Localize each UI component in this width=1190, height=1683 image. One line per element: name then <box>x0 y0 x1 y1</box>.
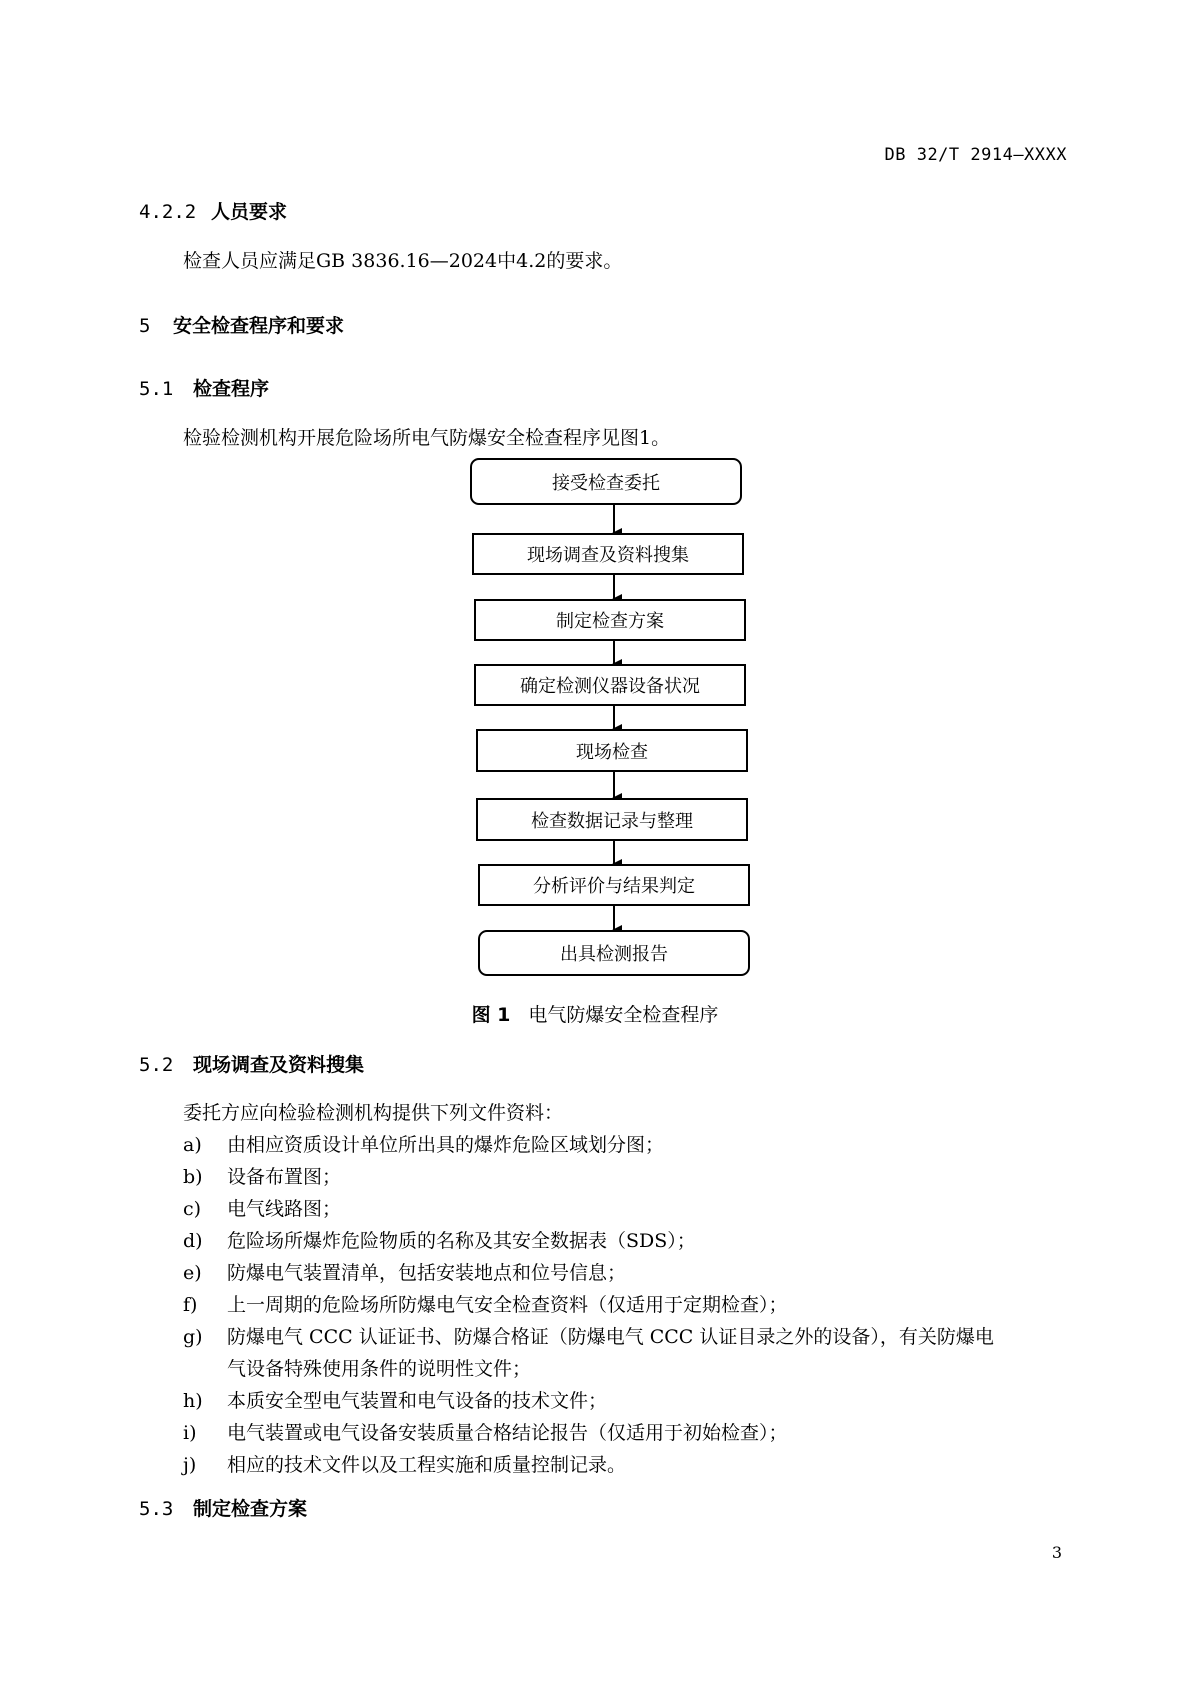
section-number: 5.3 <box>139 1498 174 1520</box>
document-id: DB 32/T 2914—XXXX <box>884 145 1067 165</box>
list-text: 防爆电气 CCC 认证证书、防爆合格证（防爆电气 CCC 认证目录之外的设备），有关防爆电 <box>227 1326 994 1348</box>
figure-title: 电气防爆安全检查程序 <box>528 1004 719 1026</box>
section-title: 检查程序 <box>193 378 270 400</box>
list-text: 危险场所爆炸危险物质的名称及其安全数据表（SDS）； <box>227 1230 696 1252</box>
list-text: 防爆电气装置清单，包括安装地点和位号信息； <box>227 1262 627 1284</box>
list-label: e) <box>183 1262 202 1284</box>
list-text: 由相应资质设计单位所出具的爆炸危险区域划分图； <box>227 1134 665 1156</box>
list-label: a) <box>183 1134 202 1156</box>
paragraph-4-2-2: 检查人员应满足GB 3836.16—2024中4.2的要求。 <box>183 250 623 272</box>
heading-5-2 <box>139 1050 364 1077</box>
list-item <box>183 1386 607 1413</box>
list-item <box>183 1450 626 1477</box>
flow-step-6: 检查数据记录与整理 <box>476 798 748 841</box>
flow-step-2: 现场调查及资料搜集 <box>472 533 744 575</box>
list-label: c) <box>183 1198 202 1220</box>
list-item <box>183 1130 664 1157</box>
section-number: 5 <box>139 315 151 337</box>
section-title: 安全检查程序和要求 <box>173 315 345 337</box>
list-item-continuation: 气设备特殊使用条件的说明性文件； <box>227 1358 532 1380</box>
list-label: h) <box>183 1390 203 1412</box>
paragraph-5-2-intro: 委托方应向检验检测机构提供下列文件资料： <box>183 1102 564 1124</box>
list-label: g) <box>183 1326 203 1348</box>
list-label: f) <box>183 1294 198 1316</box>
flow-step-1: 接受检查委托 <box>470 458 742 505</box>
list-item <box>183 1162 341 1189</box>
list-text: 相应的技术文件以及工程实施和质量控制记录。 <box>227 1454 627 1476</box>
flow-step-8: 出具检测报告 <box>478 930 750 976</box>
list-item <box>183 1226 696 1253</box>
page-number: 3 <box>1051 1543 1062 1562</box>
section-title: 现场调查及资料搜集 <box>193 1054 365 1076</box>
section-title: 制定检查方案 <box>193 1498 308 1520</box>
flow-step-4: 确定检测仪器设备状况 <box>474 664 746 706</box>
section-title: 人员要求 <box>211 201 288 223</box>
section-number: 5.2 <box>139 1054 174 1076</box>
flow-step-7: 分析评价与结果判定 <box>478 864 750 906</box>
heading-5-3 <box>139 1494 307 1521</box>
list-text: 电气装置或电气设备安装质量合格结论报告（仅适用于初始检查）； <box>227 1422 788 1444</box>
list-label: i) <box>183 1422 197 1444</box>
list-text: 上一周期的危险场所防爆电气安全检查资料（仅适用于定期检查）； <box>227 1294 788 1316</box>
list-item <box>183 1322 994 1349</box>
list-text: 电气线路图； <box>227 1198 342 1220</box>
list-item <box>183 1194 341 1221</box>
section-number: 4.2.2 <box>139 201 197 223</box>
list-item <box>183 1418 788 1445</box>
list-label: b) <box>183 1166 203 1188</box>
flow-step-3: 制定检查方案 <box>474 599 746 641</box>
list-label: d) <box>183 1230 203 1252</box>
section-number: 5.1 <box>139 378 174 400</box>
list-item <box>183 1290 788 1317</box>
figure-label: 图 1 <box>471 1004 511 1026</box>
flow-step-5: 现场检查 <box>476 729 748 772</box>
list-text: 设备布置图； <box>227 1166 342 1188</box>
list-label: j) <box>183 1454 197 1476</box>
figure-caption <box>0 1000 1190 1027</box>
list-text: 本质安全型电气装置和电气设备的技术文件； <box>227 1390 608 1412</box>
paragraph-5-1: 检验检测机构开展危险场所电气防爆安全检查程序见图1。 <box>183 427 671 449</box>
list-item <box>183 1258 626 1285</box>
